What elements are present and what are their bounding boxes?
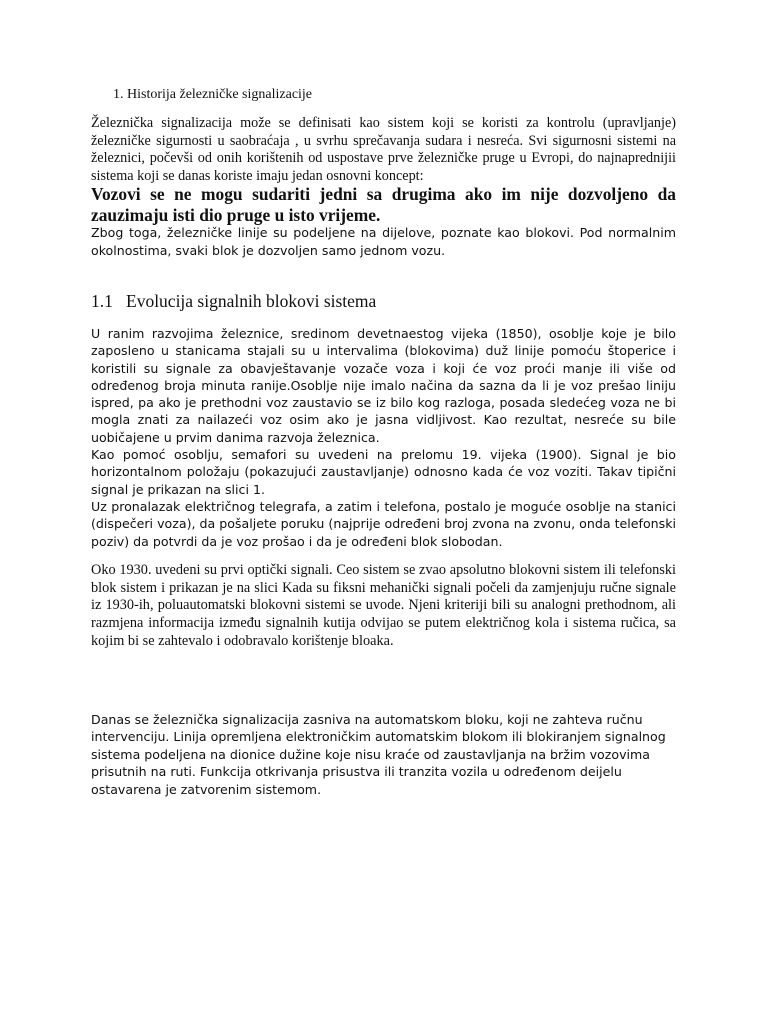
- intro-paragraph: Železnička signalizacija može se definisati kao sistem koji se koristi za kontrolu (upravljanje) železničke sigurnosti u saobraćaja , u svrhu sprečavanja sudara i nesreća. Svi sigurnosni sistemi na železnici, počevši od onih korištenih od uspostave prve železničke pruge u Evropi, do najnaprednijii sistema koji se danas koriste imaju jedan osnovni koncept:: [91, 115, 676, 184]
- history-paragraph: Uz pronalazak električnog telegrafa, a zatim i telefona, postalo je moguće osoblje na stanici (dispečeri voza), da pošaljete poruku (najprije određeni broj zvona na zvonu, onda telefonski poziv) da potvrdi da je voz prošao i da je određeni blok slobodan.: [91, 498, 676, 549]
- history-paragraph: Kao pomoć osoblju, semafori su uvedeni na prelomu 19. vijeka (1900). Signal je bio horizontalnom položaju (pokazujući zaustavljanje) odnosno kada će voz voziti. Takav tipični signal je prikazan na slici 1.: [91, 447, 676, 497]
- subsection-heading: [91, 290, 376, 312]
- blocks-paragraph: Zbog toga, železničke linije su podeljene na dijelove, poznate kao blokovi. Pod normalnim okolnostima, svaki blok je dozvoljen samo jednom vozu.: [91, 225, 676, 258]
- section-heading: 1. Historija železničke signalizacije: [113, 87, 313, 102]
- history-text-block: [91, 325, 676, 550]
- key-statement: Vozovi se ne mogu sudariti jedni sa drugima ako im nije dozvoljeno da zauzimaju isti dio pruge u isto vrijeme.: [91, 184, 676, 225]
- subsection-number: 1.1: [91, 291, 113, 311]
- optical-signals-paragraph: Oko 1930. uvedeni su prvi optički signali. Ceo sistem se zvao apsolutno blokovni sistem ili telefonski blok sistem i prikazan je na slici Kada su fiksni mehanički signali počeli da zamjenjuju ručne signale iz 1930-ih, poluautomatski blokovni sistemi se uvode. Njeni kriteriji bili su analogni prethodnom, ali razmjena informacija između signalnih kutija odvijao se putem električnog kola i sistema ručica, sa kojim bi se zahtevalo i odobravalo korištenje bloaka.: [91, 562, 676, 649]
- subsection-title: Evolucija signalnih blokovi sistema: [126, 291, 377, 311]
- history-paragraph: U ranim razvojima železnice, sredinom devetnaestog vijeka (1850), osoblje koje je bilo zaposleno u stanicama stajali su u intervalima (blokovima) duž linije pomoću štoperice i koristili su signale za obavještavanje vozače voza i koji će voz proći manje ili više od određenog broja minuta ranije.Osoblje nije imalo načina da sazna da li je voz prešao liniju ispred, pa ako je prethodni voz zaustavio se iz bilo kog razloga, posada sledećeg voza ne bi mogla znati za nailazeći voz osim ako je jasna vidljivost. Kao rezultat, nesreće su bile uobičajene u prvim danima razvoja železnica.: [91, 326, 676, 445]
- modern-signaling-paragraph: Danas se železnička signalizacija zasniva na automatskom bloku, koji ne zahteva ručnu intervenciju. Linija opremljena elektroničkim automatskim blokom ili blokiranjem signalnog sistema podeljena na dionice dužine koje nisu kraće od zaustavljanja na bržim vozovima prisutnih na ruti. Funkcija otkrivanja prisustva ili tranzita vozila u određenom deijelu ostavarena je zatvorenim sistemom.: [91, 712, 666, 797]
